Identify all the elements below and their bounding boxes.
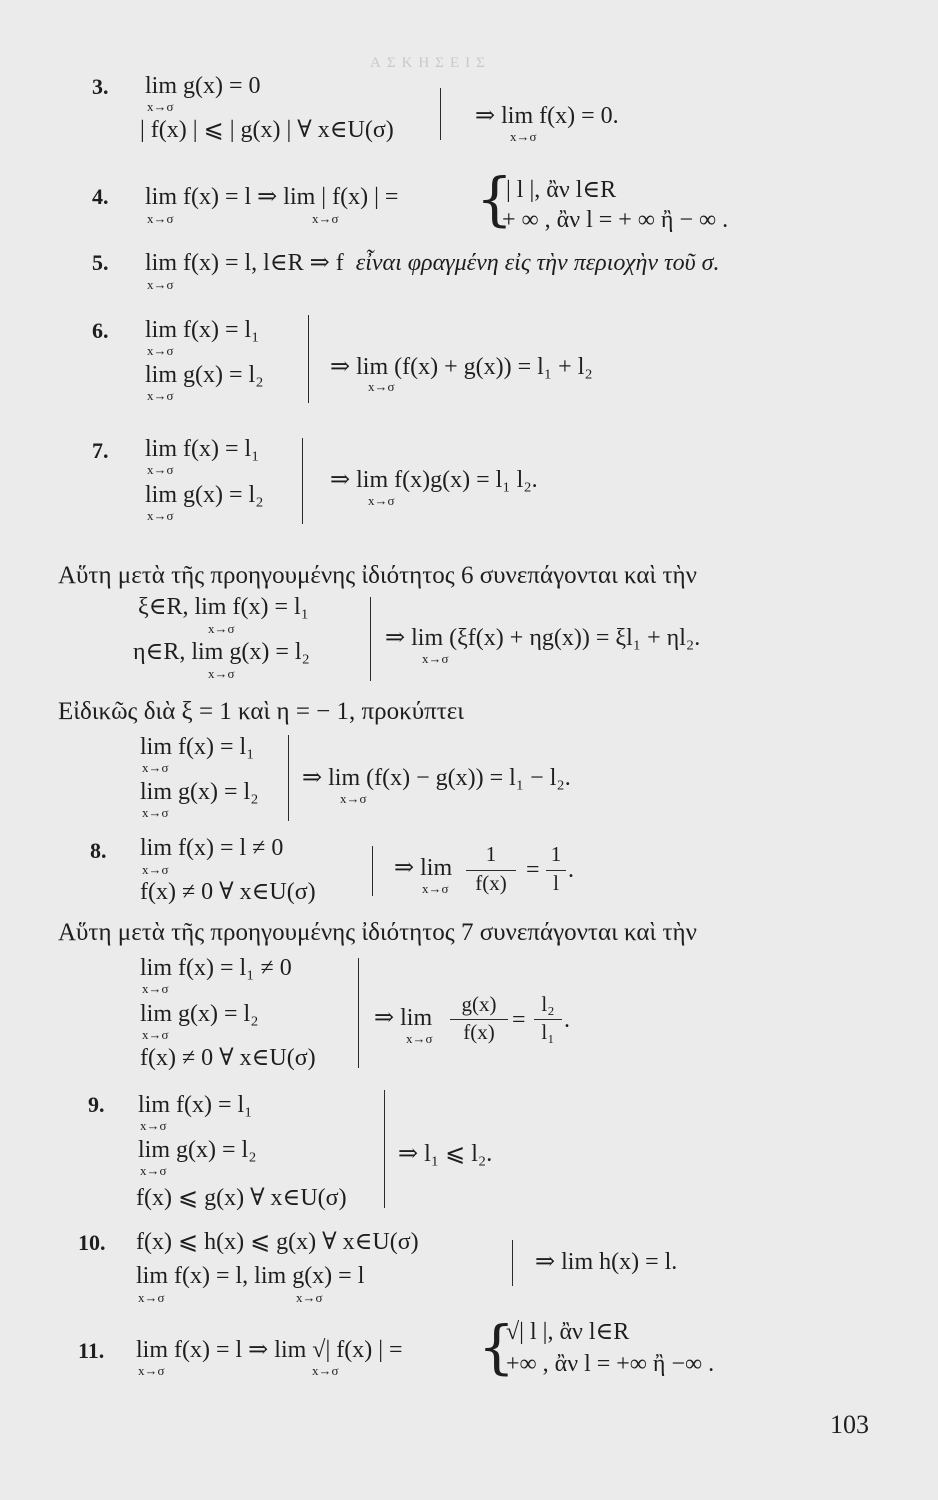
formula-line: lim g(x) = 0 — [145, 73, 261, 99]
item-number: 8. — [90, 838, 107, 863]
formula-line: lim g(x) = l₂ — [140, 1001, 259, 1027]
item-number: 11. — [78, 1338, 105, 1363]
formula-line: lim f(x) = l ⇒ lim | f(x) | = — [145, 184, 399, 210]
result-formula: ⇒ l₁ ⩽ l₂. — [398, 1141, 493, 1167]
paragraph-text: Εἰδικῶς διὰ ξ = 1 καὶ η = − 1, προκύπτει — [58, 698, 464, 725]
limit-subscript: x→σ — [312, 211, 339, 226]
formula-line: lim f(x) = l₁ — [138, 1092, 253, 1118]
bracket — [358, 958, 359, 1068]
limit-subscript: x→σ — [142, 981, 169, 996]
item-number: 7. — [92, 438, 109, 463]
bracket — [308, 315, 309, 403]
fraction-denominator: l — [553, 871, 559, 895]
fraction-numerator: l₂ — [541, 992, 555, 1016]
limit-subscript: x→σ — [406, 1031, 433, 1046]
formula-line: lim g(x) = l₂ — [145, 362, 264, 388]
limit-subscript: x→σ — [140, 1163, 167, 1178]
limit-subscript: x→σ — [147, 99, 174, 114]
limit-subscript: x→σ — [142, 1027, 169, 1042]
limit-subscript: x→σ — [422, 881, 449, 896]
result-formula: ⇒ lim — [374, 1005, 433, 1031]
formula-line: f(x) ≠ 0 ∀ x∈U(σ) — [140, 1045, 316, 1071]
limit-subscript: x→σ — [340, 791, 367, 806]
formula-line: ξ∈R, lim f(x) = l₁ — [138, 594, 310, 620]
case-line: √| l |, ἂν l∈R — [506, 1319, 630, 1345]
bracket — [512, 1240, 513, 1286]
fraction-numerator: 1 — [550, 842, 562, 866]
paragraph-text: Αὕτη μετὰ τῆς προηγουμένης ἰδιότητος 6 συνεπάγονται καὶ τὴν — [58, 562, 697, 589]
result-formula: ⇒ lim — [394, 855, 453, 881]
item-number: 3. — [92, 74, 109, 99]
limit-subscript: x→σ — [142, 862, 169, 877]
formula-line: f(x) ≠ 0 ∀ x∈U(σ) — [140, 879, 316, 905]
bracket — [384, 1090, 385, 1208]
result-formula: ⇒ lim f(x)g(x) = l₁ l₂. — [330, 467, 538, 493]
bracket — [302, 438, 303, 524]
limit-subscript: x→σ — [147, 462, 174, 477]
formula-line: lim g(x) = l₂ — [138, 1137, 257, 1163]
page-number: 103 — [830, 1410, 869, 1439]
limit-subscript: x→σ — [312, 1363, 339, 1378]
formula-line: lim f(x) = l ⇒ lim √| f(x) | = — [136, 1337, 403, 1363]
formula-line: lim f(x) = l₁ — [145, 317, 260, 343]
formula-line — [145, 251, 719, 275]
limit-subscript: x→σ — [368, 379, 395, 394]
limit-subscript: x→σ — [368, 493, 395, 508]
item-number: 9. — [88, 1092, 105, 1117]
fraction-numerator: g(x) — [461, 992, 497, 1016]
limit-subscript: x→σ — [208, 666, 235, 681]
limit-subscript: x→σ — [147, 388, 174, 403]
paragraph-text: Αὕτη μετὰ τῆς προηγουμένης ἰδιότητος 7 συνεπάγονται καὶ τὴν — [58, 919, 697, 946]
case-line: | l |, ἂν l∈R — [506, 177, 617, 203]
case-brace: { — [478, 1313, 515, 1381]
limit-subscript: x→σ — [142, 805, 169, 820]
result-formula: ⇒ lim f(x) = 0. — [475, 103, 619, 129]
faint-header: ΑΣΚΗΣΕΙΣ — [370, 55, 491, 71]
bracket — [370, 597, 371, 681]
equals-sign: = — [526, 857, 540, 883]
item-number: 10. — [78, 1230, 106, 1255]
fraction-denominator: f(x) — [475, 871, 507, 895]
result-formula: ⇒ lim h(x) = l. — [535, 1249, 678, 1275]
formula-line: lim g(x) = l₂ — [140, 779, 259, 805]
formula-line: | f(x) | ⩽ | g(x) | ∀ x∈U(σ) — [140, 117, 394, 143]
limit-subscript: x→σ — [140, 1118, 167, 1133]
case-line: +∞ , ἂν l = +∞ ἢ −∞ . — [506, 1351, 715, 1377]
bracket — [288, 735, 289, 821]
result-formula: ⇒ lim (f(x) − g(x)) = l₁ − l₂. — [302, 765, 571, 791]
limit-subscript: x→σ — [147, 508, 174, 523]
formula-line: lim f(x) = l, lim g(x) = l — [136, 1263, 365, 1289]
result-formula: ⇒ lim (f(x) + g(x)) = l₁ + l₂ — [330, 354, 593, 380]
limit-subscript: x→σ — [138, 1290, 165, 1305]
formula-text: lim f(x) = l, l∈R ⇒ f — [145, 250, 344, 276]
limit-subscript: x→σ — [142, 760, 169, 775]
limit-subscript: x→σ — [147, 343, 174, 358]
limit-subscript: x→σ — [510, 129, 537, 144]
limit-subscript: x→σ — [147, 211, 174, 226]
formula-line: lim f(x) = l₁ ≠ 0 — [140, 955, 292, 981]
case-line: + ∞ , ἂν l = + ∞ ἢ − ∞ . — [502, 207, 729, 233]
formula-line: lim g(x) = l₂ — [145, 482, 264, 508]
formula-italic-text: εἶναι φραγμένη εἰς τὴν περιοχὴν τοῦ σ. — [355, 250, 720, 276]
formula-line: lim f(x) = l₁ — [145, 436, 260, 462]
fraction-numerator: 1 — [485, 842, 497, 866]
limit-subscript: x→σ — [208, 621, 235, 636]
period: . — [564, 1007, 570, 1033]
equals-sign: = — [512, 1007, 526, 1033]
fraction-denominator: f(x) — [463, 1020, 495, 1044]
result-formula: ⇒ lim (ξf(x) + ηg(x)) = ξl₁ + ηl₂. — [385, 625, 701, 651]
formula-line: f(x) ⩽ h(x) ⩽ g(x) ∀ x∈U(σ) — [136, 1229, 419, 1255]
formula-line: lim f(x) = l₁ — [140, 734, 255, 760]
formula-line: f(x) ⩽ g(x) ∀ x∈U(σ) — [136, 1185, 347, 1211]
bracket — [440, 88, 441, 140]
item-number: 6. — [92, 318, 109, 343]
fraction-denominator: l₁ — [541, 1020, 555, 1044]
formula-line: lim f(x) = l ≠ 0 — [140, 835, 284, 861]
limit-subscript: x→σ — [296, 1290, 323, 1305]
limit-subscript: x→σ — [147, 277, 174, 292]
period: . — [568, 857, 574, 883]
formula-line: η∈R, lim g(x) = l₂ — [133, 639, 310, 665]
limit-subscript: x→σ — [422, 651, 449, 666]
bracket — [372, 846, 373, 896]
item-number: 5. — [92, 250, 109, 275]
case-brace: { — [476, 165, 513, 233]
item-number: 4. — [92, 184, 109, 209]
limit-subscript: x→σ — [138, 1363, 165, 1378]
